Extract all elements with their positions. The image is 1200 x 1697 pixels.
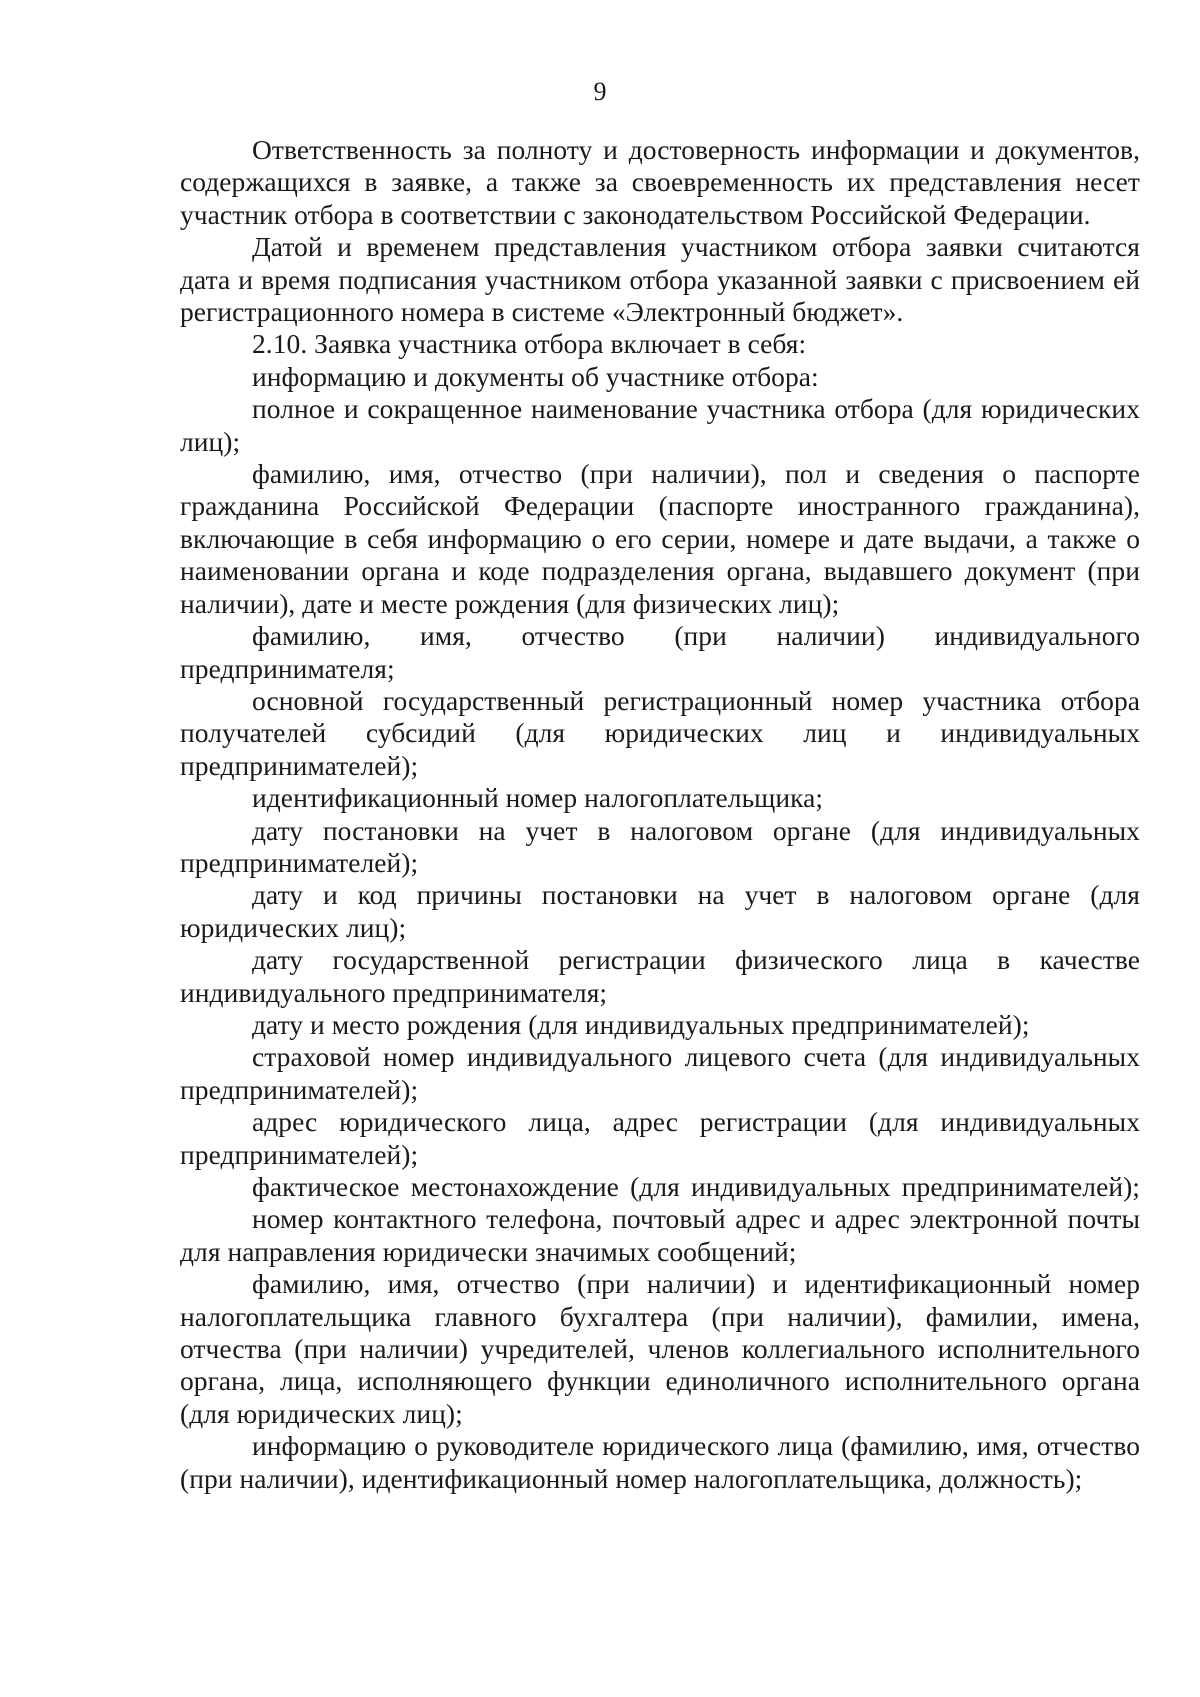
list-item-tax-registration-date: дату постановки на учет в налоговом органе (для индивидуальных предпринимателей);	[180, 814, 1140, 878]
list-item-ogrn: основной государственный регистрационный номер участника отбора получателей субсидий (для юридических лиц и индивидуальных предпринимателей);	[180, 684, 1140, 781]
list-item-entrepreneur-name: фамилию, имя, отчество (при наличии) индивидуального предпринимателя;	[180, 620, 1140, 684]
list-item-full-name: полное и сокращенное наименование участника отбора (для юридических лиц);	[180, 393, 1140, 457]
list-item-birth-date-place: дату и место рождения (для индивидуальных предпринимателей);	[252, 1008, 1030, 1040]
paragraph-submission-date: Датой и временем представления участником отбора заявки считаются дата и время подписания участником отбора указанной заявки с присвоением ей регистрационного номера в системе «Электронный бюджет».	[180, 231, 1140, 328]
list-item-kpp: дату и код причины постановки на учет в налоговом органе (для юридических лиц);	[180, 879, 1140, 943]
list-item-accountant-founders: фамилию, имя, отчество (при наличии) и идентификационный номер налогоплательщика главного бухгалтера (при наличии), фамилии, имена, отчества (при наличии) учредителей, членов коллегиального исполнительного органа, лица, исполняющего функции единоличного исполнительного органа (для юридических лиц);	[180, 1268, 1140, 1429]
document-body	[180, 134, 1140, 1495]
paragraph-responsibility: Ответственность за полноту и достоверность информации и документов, содержащихся в заявке, а также за своевременность их представления несет участник отбора в соответствии с законодательством Российской Федерации.	[180, 134, 1140, 230]
list-item-snils: страховой номер индивидуального лицевого счета (для индивидуальных предпринимателей);	[180, 1041, 1140, 1105]
list-item-inn: идентификационный номер налогоплательщика;	[252, 782, 824, 814]
page-number: 9	[593, 77, 607, 106]
list-item-head-info: информацию о руководителе юридического лица (фамилию, имя, отчество (при наличии), идентификационный номер налогоплательщика, должность);	[180, 1430, 1140, 1494]
paragraph-participant-info: информацию и документы об участнике отбора:	[252, 360, 819, 392]
list-item-contacts: номер контактного телефона, почтовый адрес и адрес электронной почты для направления юридически значимых сообщений;	[180, 1203, 1140, 1267]
list-item-actual-location: фактическое местонахождение (для индивидуальных предпринимателей);	[252, 1171, 1140, 1202]
list-item-state-registration-date: дату государственной регистрации физического лица в качестве индивидуального предпринимателя;	[180, 944, 1140, 1008]
paragraph-section-2-10: 2.10. Заявка участника отбора включает в себя:	[252, 328, 807, 360]
list-item-legal-address: адрес юридического лица, адрес регистрации (для индивидуальных предпринимателей);	[180, 1106, 1140, 1170]
list-item-passport-details: фамилию, имя, отчество (при наличии), пол и сведения о паспорте гражданина Российской Федерации (паспорте иностранного гражданина), включающие в себя информацию о его серии, номере и дате выдачи, а также о наименовании органа и коде подразделения органа, выдавшего документ (при наличии), дате и месте рождения (для физических лиц);	[180, 458, 1140, 619]
